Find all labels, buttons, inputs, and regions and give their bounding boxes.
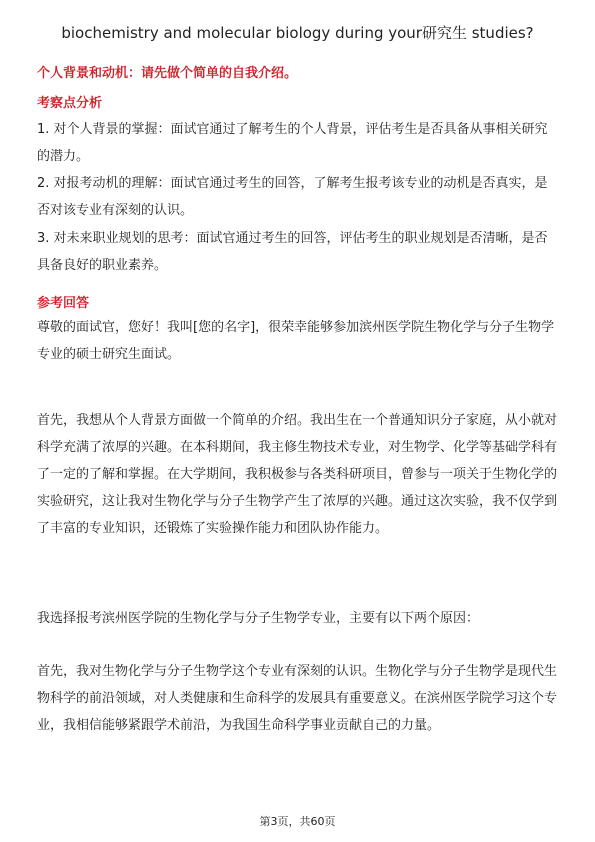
page-number: 第3页，共60页 bbox=[259, 815, 336, 828]
answer-paragraph-1: 尊敬的面试官，您好！我叫[您的名字]，很荣幸能够参加滨州医学院生物化学与分子生物学专业的硕士研究生面试。 bbox=[37, 320, 555, 362]
analysis-item-3: 3. 对未来职业规划的思考：面试官通过考生的回答，评估考生的职业规划是否清晰，是否具备良好的职业素养。 bbox=[37, 231, 548, 273]
question-heading: 个人背景和动机：请先做个简单的自我介绍。 bbox=[37, 66, 298, 81]
analysis-item-1: 1. 对个人背景的掌握：面试官通过了解考生的个人背景，评估考生是否具备从事相关研究的潜力。 bbox=[37, 122, 548, 164]
page-title: biochemistry and molecular biology during your研究生 studies? bbox=[61, 24, 534, 42]
answer-heading: 参考回答 bbox=[37, 296, 90, 311]
answer-paragraph-3: 我选择报考滨州医学院的生物化学与分子生物学专业，主要有以下两个原因： bbox=[37, 611, 480, 626]
answer-paragraph-4: 首先，我对生物化学与分子生物学这个专业有深刻的认识。生物化学与分子生物学是现代生物科学的前沿领域，对人类健康和生命科学的发展具有重要意义。在滨州医学院学习这个专业，我相信能够紧跟学术前沿，为我国生命科学事业贡献自己的力量。 bbox=[37, 664, 558, 733]
analysis-heading: 考察点分析 bbox=[37, 96, 103, 111]
analysis-item-2: 2. 对报考动机的理解：面试官通过考生的回答，了解考生报考该专业的动机是否真实，是否对该专业有深刻的认识。 bbox=[37, 176, 548, 218]
answer-paragraph-2: 首先，我想从个人背景方面做一个简单的介绍。我出生在一个普通知识分子家庭，从小就对科学充满了浓厚的兴趣。在本科期间，我主修生物技术专业，对生物学、化学等基础学科有了一定的了解和掌握。在大学期间，我积极参与各类科研项目，曾参与一项关于生物化学的实验研究，这让我对生物化学与分子生物学产生了浓厚的兴趣。通过这次实验，我不仅学到了丰富的专业知识，还锻炼了实验操作能力和团队协作能力。 bbox=[37, 413, 558, 536]
